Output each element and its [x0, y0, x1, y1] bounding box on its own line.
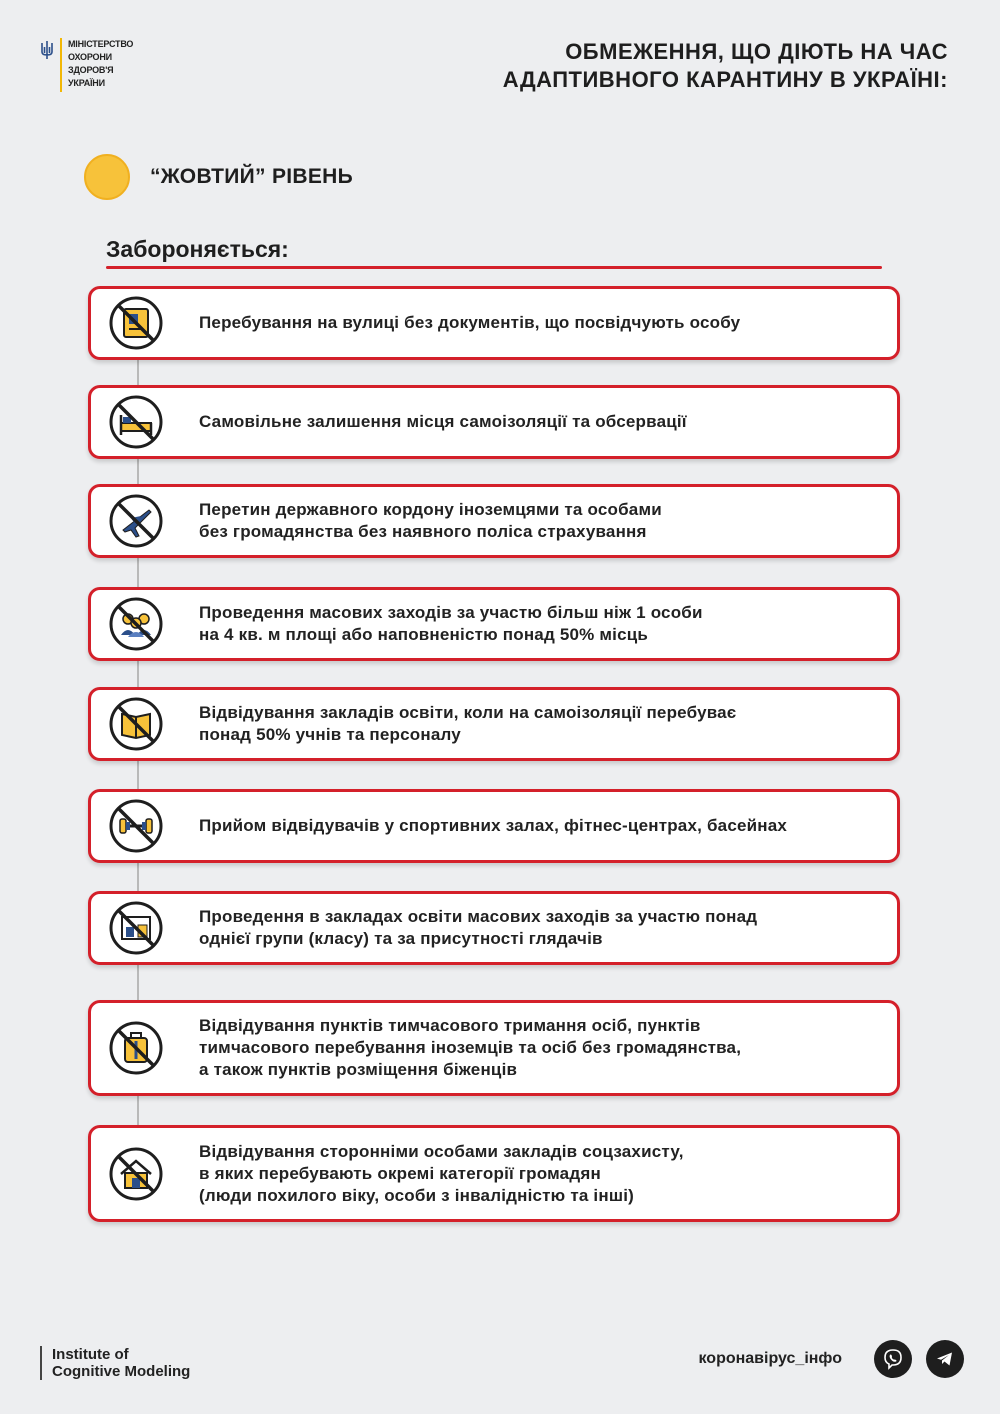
restriction-line: Проведення в закладах освіти масових заходів за участю понад — [199, 907, 758, 926]
no-plane-icon — [109, 494, 163, 548]
restriction-line: Проведення масових заходів за участю більш ніж 1 особи — [199, 603, 703, 622]
restriction-line: в яких перебувають окремі категорії громадян — [199, 1163, 601, 1183]
restriction-line: тимчасового перебування іноземців та осіб без громадянства, — [199, 1038, 742, 1057]
restriction-text — [199, 1141, 684, 1207]
restriction-line: Прийом відвідувачів у спортивних залах, фітнес-центрах, басейнах — [199, 816, 788, 835]
footer-organization — [40, 1346, 190, 1380]
footer-social — [699, 1340, 965, 1378]
no-documents-icon — [109, 296, 163, 350]
ministry-line: МІНІСТЕРСТВО — [68, 39, 134, 49]
restriction-card — [88, 1125, 900, 1222]
ministry-logo — [40, 38, 133, 92]
restriction-line: на 4 кв. м площі або наповненістю понад 50% місць — [199, 625, 649, 644]
restriction-text — [199, 702, 736, 746]
restriction-line: а також пунктів розміщення біженців — [199, 1060, 518, 1079]
no-crowd-icon — [109, 597, 163, 651]
restriction-line: Відвідування закладів освіти, коли на самоізоляції перебуває — [199, 703, 737, 722]
restriction-line: Самовільне залишення місця самоізоляції та обсервації — [199, 412, 687, 431]
title-line-2: АДАПТИВНОГО КАРАНТИНУ В УКРАЇНІ: — [502, 67, 948, 92]
restriction-card — [88, 1000, 900, 1096]
restriction-card — [88, 484, 900, 558]
no-school-event-icon — [109, 901, 163, 955]
restriction-card — [88, 891, 900, 965]
trident-icon — [40, 40, 54, 60]
restriction-text — [199, 906, 757, 950]
no-luggage-icon — [109, 1021, 163, 1075]
level-indicator — [84, 154, 353, 200]
restriction-text — [199, 312, 740, 334]
restriction-text — [199, 411, 687, 433]
org-line-1: Institute of — [52, 1346, 129, 1363]
restriction-line: Відвідування сторонніми особами закладів соцзахисту, — [199, 1141, 684, 1161]
restriction-line: (люди похилого віку, особи з інвалідністю та інші) — [199, 1185, 634, 1205]
ministry-name — [68, 38, 133, 90]
no-house-icon — [109, 1147, 163, 1201]
restriction-card — [88, 687, 900, 761]
ministry-line: ОХОРОНИ — [68, 52, 112, 62]
restriction-line: Перетин державного кордону іноземцями та особами — [199, 500, 662, 519]
no-dumbbell-icon — [109, 799, 163, 853]
restriction-line: Перебування на вулиці без документів, що посвідчують особу — [199, 313, 741, 332]
restriction-line: Відвідування пунктів тимчасового тримання осіб, пунктів — [199, 1016, 701, 1035]
no-bed-leaving-icon — [109, 395, 163, 449]
title-line-1: ОБМЕЖЕННЯ, ЩО ДІЮТЬ НА ЧАС — [565, 39, 948, 64]
footer-divider — [40, 1346, 42, 1380]
restriction-text — [199, 815, 787, 837]
restriction-line: без громадянства без наявного поліса страхування — [199, 522, 647, 541]
heading-underline — [106, 266, 882, 269]
restriction-card — [88, 286, 900, 360]
viber-icon[interactable] — [874, 1340, 912, 1378]
telegram-icon[interactable] — [926, 1340, 964, 1378]
restriction-text — [199, 499, 662, 543]
page-title — [503, 38, 948, 94]
restriction-text — [199, 1015, 741, 1081]
yellow-level-dot — [84, 154, 130, 200]
org-line-2: Cognitive Modeling — [52, 1363, 191, 1380]
level-label: “ЖОВТИЙ” РІВЕНЬ — [150, 165, 354, 188]
ministry-line: УКРАЇНИ — [68, 78, 105, 88]
restriction-line: понад 50% учнів та персоналу — [199, 725, 461, 744]
restriction-card — [88, 587, 900, 661]
restriction-line: однієї групи (класу) та за присутності глядачів — [199, 929, 603, 948]
organization-name — [52, 1346, 190, 1380]
no-school-book-icon — [109, 697, 163, 751]
restriction-text — [199, 602, 703, 646]
restriction-card — [88, 385, 900, 459]
restriction-card — [88, 789, 900, 863]
hashtag[interactable]: коронавірус_інфо — [698, 1350, 842, 1367]
section-heading: Забороняється: — [106, 236, 289, 262]
ministry-divider — [60, 38, 62, 92]
ministry-line: ЗДОРОВ'Я — [68, 65, 114, 75]
